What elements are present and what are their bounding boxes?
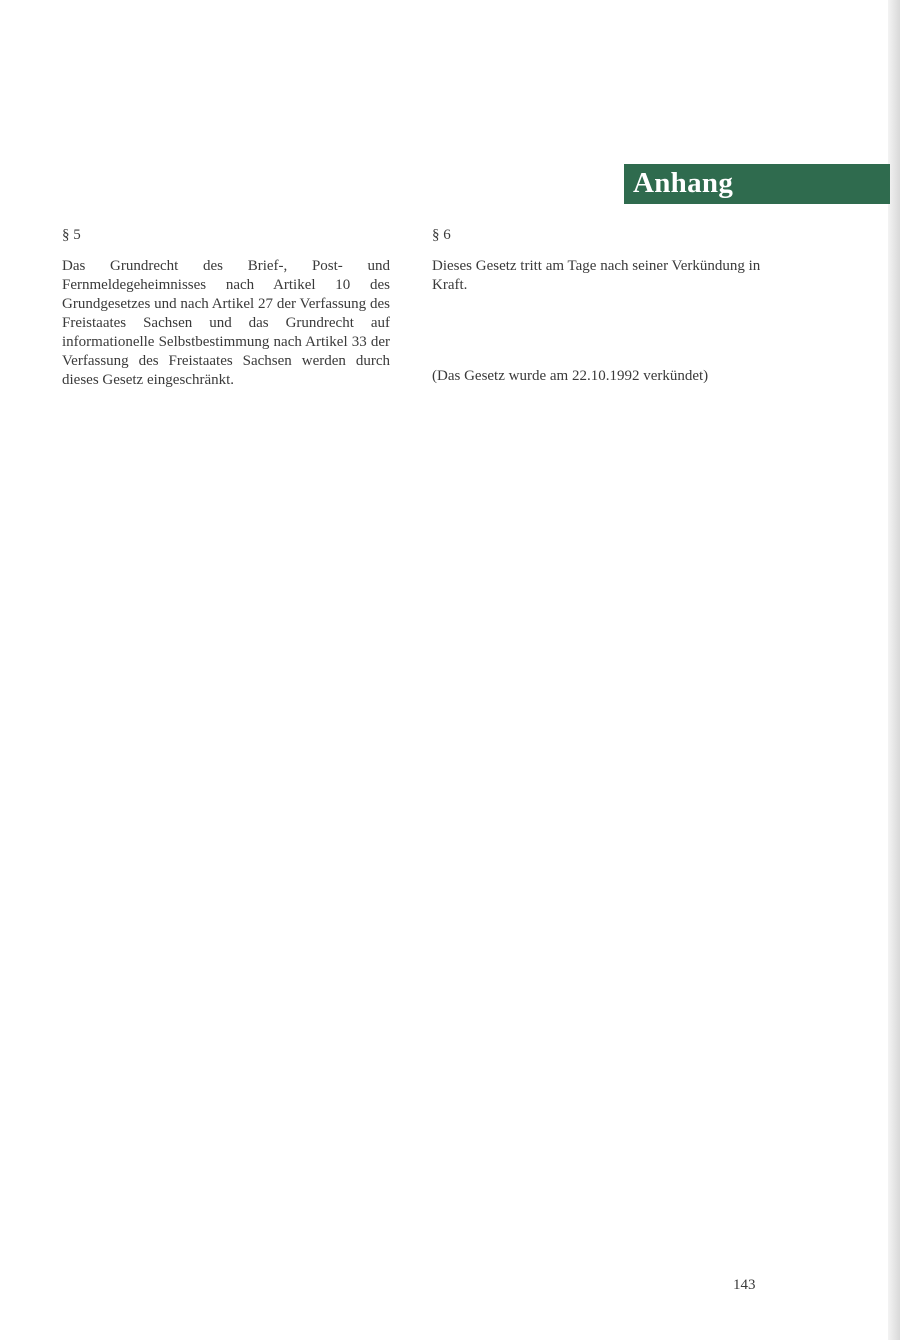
paragraph-6-text: Dieses Gesetz tritt am Tage nach seiner Verkündung in Kraft. [432,258,761,293]
paragraph-6 [432,226,777,295]
section-banner: Anhang [624,164,890,204]
page-number: 143 [733,1277,756,1293]
paragraph-5-heading: § 5 [62,227,81,243]
paragraph-6-heading: § 6 [432,227,451,243]
promulgation-note: (Das Gesetz wurde am 22.10.1992 verkündet) [432,368,709,384]
paragraph-5 [62,226,390,390]
paragraph-5-text: Das Grundrecht des Brief-, Post- und Fernmeldegeheimnisses nach Artikel 10 des Grundgesetzes und nach Artikel 27 der Verfassung des Freistaates Sachsen und das Grundrecht auf informationelle Selbstbestimmung nach Artikel 33 der Verfassung des Freistaates Sachsen werden durch dieses Gesetz eingeschränkt. [62,258,390,388]
